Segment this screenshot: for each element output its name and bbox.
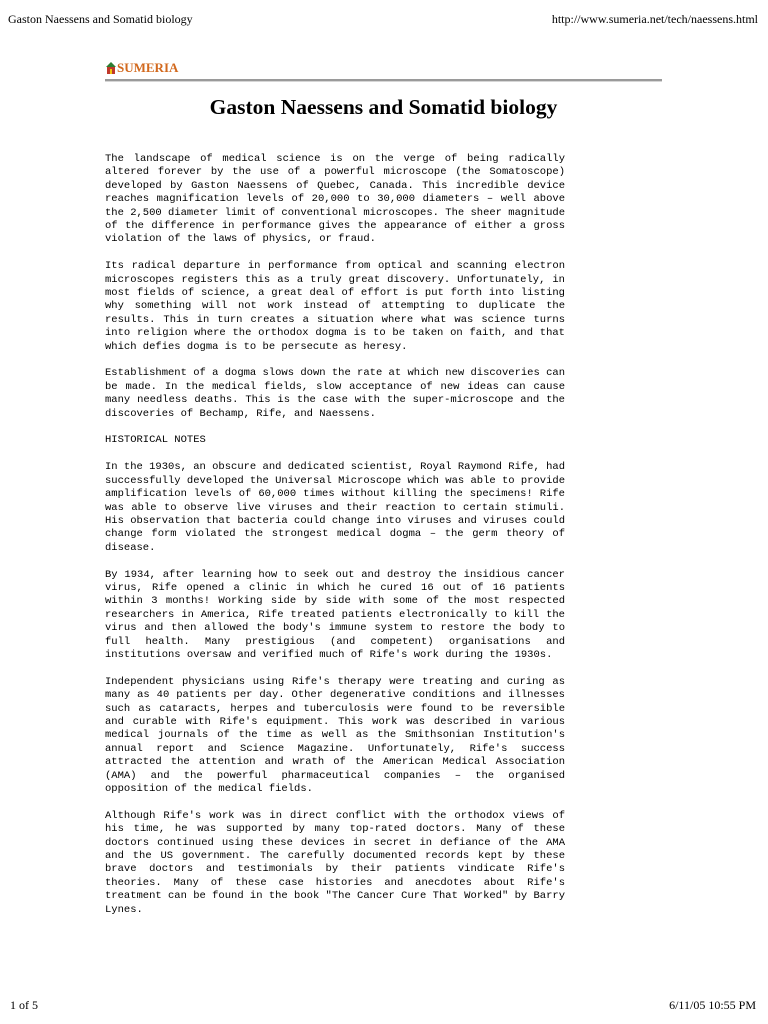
- site-logo[interactable]: [106, 60, 178, 76]
- page-title: Gaston Naessens and Somatid biology: [209, 95, 558, 119]
- print-footer: [10, 998, 756, 1014]
- article-paragraph: By 1934, after learning how to seek out and destroy the insidious cancer virus, Rife opened a clinic in which he cured 16 out of 16 patients within 3 months! Working side by side with some of the most respected researchers in America, Rife treated patients electronically to kill the virus and then allowed the body's immune system to restore the body to full health. Many prestigious (and competent) organisations and institutions oversaw and verified much of Rife's work during the 1930s.: [105, 568, 565, 661]
- page-number: 1 of 5: [10, 998, 38, 1012]
- print-timestamp: 6/11/05 10:55 PM: [669, 998, 756, 1012]
- article-body: [105, 153, 565, 930]
- article-paragraph: The landscape of medical science is on the verge of being radically altered forever by the use of a powerful microscope (the Somatoscope) developed by Gaston Naessens of Quebec, Canada. This incredible device reaches magnification levels of 20,000 to 30,000 diameters – well above the 2,500 diameter limit of conventional microscopes. The sheer magnitude of the difference in performance gives the appearance of either a gross violation of the laws of physics, or fraud.: [105, 153, 565, 246]
- header-divider: [105, 79, 662, 82]
- article-paragraph: Although Rife's work was in direct conflict with the orthodox views of his time, he was supported by many top-rated doctors. Many of these doctors continued using these devices in secret in defiance of the AMA and the US government. The carefully documented records kept by these brave doctors and testimonials by their patients vindicate Rife's theories. Many of these case histories and anecdotes about Rife's treatment can be found in the book "The Cancer Cure That Worked" by Barry Lynes.: [105, 809, 565, 916]
- article-paragraph: Establishment of a dogma slows down the rate at which new discoveries can be made. In the medical fields, slow acceptance of new ideas can cause many needless deaths. This is the case with the super-microscope and the discoveries of Bechamp, Rife, and Naessens.: [105, 367, 565, 420]
- print-header-title: Gaston Naessens and Somatid biology: [8, 12, 193, 26]
- house-icon: [106, 62, 116, 74]
- print-header-url: http://www.sumeria.net/tech/naessens.html: [551, 12, 758, 26]
- article-paragraph: In the 1930s, an obscure and dedicated scientist, Royal Raymond Rife, had successfully developed the Universal Microscope which was able to provide amplification levels of 60,000 times without killing the specimens! Rife was able to observe live viruses and their reaction to certain stimuli. His observation that bacteria could change into viruses and viruses could change form violated the strongest medical dogma – the germ theory of disease.: [105, 461, 565, 554]
- print-header: [8, 12, 758, 28]
- section-heading: HISTORICAL NOTES: [105, 434, 206, 447]
- logo-text: SUMERIA: [117, 60, 179, 75]
- article-paragraph: Its radical departure in performance from optical and scanning electron microscopes registers this as a truly great discovery. Unfortunately, in most fields of science, a great deal of effort is put forth into listing why something will not work instead of attempting to duplicate the results. This in turn creates a situation where what was science turns into religion where the orthodox dogma is to be taken on faith, and that which defies dogma is to be persecute as heresy.: [105, 260, 565, 353]
- article-paragraph: Independent physicians using Rife's therapy were treating and curing as many as 40 patients per day. Other degenerative conditions and illnesses such as cataracts, herpes and tuberculosis were found to be reversible and curable with Rife's equipment. This work was described in various medical journals of the time as well as the Smithsonian Institution's annual report and Science Magazine. Unfortunately, Rife's success attracted the attention and wrath of the American Medical Association (AMA) and the powerful pharmaceutical companies – the organised opposition of the medical fields.: [105, 675, 565, 795]
